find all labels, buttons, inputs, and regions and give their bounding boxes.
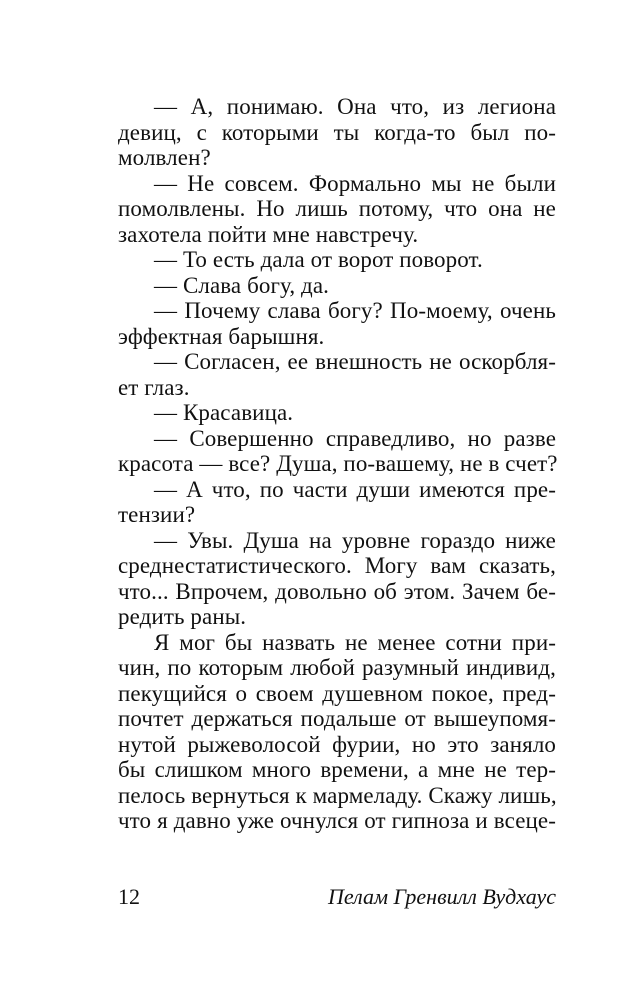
- text-line: тензии?: [118, 502, 196, 527]
- body-text: [118, 94, 556, 834]
- text-line: захотела пойти мне навстречу.: [118, 221, 419, 247]
- text-line: среднестатистического. Могу вам сказать,: [118, 553, 556, 578]
- text-line: — Совершенно справедливо, но разве: [154, 425, 556, 451]
- text-line: чин, по которым любой разумный индивид,: [118, 655, 556, 680]
- text-line: что... Впрочем, довольно об этом. Зачем бе-: [118, 578, 556, 604]
- text-line: — Красавица.: [154, 400, 294, 425]
- text-line: почтет держаться подальше от вышеупомя-: [118, 706, 556, 731]
- text-line: нутой рыжеволосой фурии, но это заняло: [118, 731, 556, 757]
- text-line: — То есть дала от ворот поворот.: [154, 247, 483, 272]
- text-line: бы слишком много времени, а мне не тер-: [118, 757, 556, 782]
- text-line: пелось вернуться к мармеладу. Скажу лишь,: [118, 782, 557, 808]
- text-line: что я давно уже очнулся от гипноза и всеце-: [118, 808, 556, 833]
- text-line: — Согласен, ее внешность не оскорбля-: [154, 349, 556, 374]
- text-line: ет глаз.: [118, 374, 190, 400]
- text-line: девиц, с которыми ты когда-то был по-: [118, 119, 556, 145]
- text-line: — А, понимаю. Она что, из легиона: [154, 94, 556, 119]
- text-line: — Почему слава богу? По-моему, очень: [154, 298, 556, 323]
- text-line: — А что, по части души имеются пре-: [154, 476, 556, 502]
- text-line: Я мог бы назвать не менее сотни при-: [154, 629, 556, 655]
- page-number: 12: [118, 884, 140, 909]
- text-line: редить раны.: [118, 604, 247, 629]
- text-line: — Слава богу, да.: [154, 272, 329, 298]
- text-line: — Увы. Душа на уровне гораздо ниже: [154, 527, 556, 553]
- page-footer: [118, 883, 556, 911]
- running-author: Пелам Гренвилл Вудхаус: [328, 884, 556, 909]
- text-line: красота — все? Душа, по-вашему, не в счет?: [118, 451, 558, 476]
- text-line: — Не совсем. Формально мы не были: [154, 170, 556, 196]
- text-line: помолвлены. Но лишь потому, что она не: [118, 196, 556, 221]
- text-line: эффектная барышня.: [118, 323, 325, 349]
- text-line: молвлен?: [118, 145, 211, 170]
- text-line: пекущийся о своем душевном покое, пред-: [118, 680, 556, 706]
